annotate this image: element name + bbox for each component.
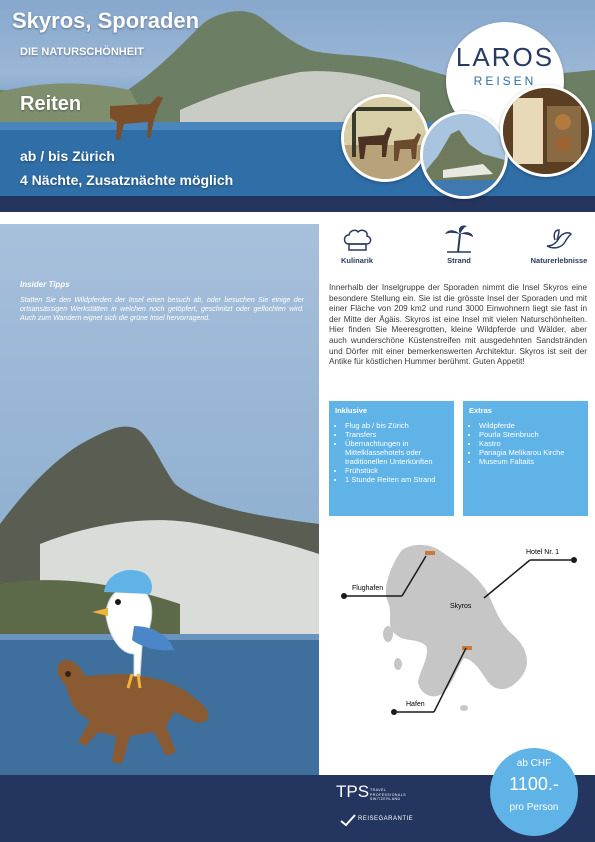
- island-photo: [420, 111, 508, 199]
- islet-shape: [383, 626, 393, 642]
- map-label-hotel: Hotel Nr. 1: [526, 549, 560, 556]
- hotel-point: [571, 557, 577, 563]
- page-title: Skyros, Sporaden: [12, 8, 200, 33]
- map-label-island: Skyros: [450, 603, 472, 610]
- list-item: • Flug ab / bis Zürich: [345, 421, 461, 430]
- skyros-map: [322, 530, 590, 735]
- hotel-leader-line: [484, 560, 530, 598]
- island-description: Innerhalb der Inselgruppe der Sporaden nimmt die Insel Skyros eine besondere Stellung ein. Sie ist die grösste Insel der Sporaden und mit einer Fläche von 209 km2 und rund 3000 Einwohnern liegt sie fast in der Mitte der Ägäis. Skyros ist eine Insel mit vielen Naturschönheiten. Hier finden Sie Meeresgrotten, kleine Wildpferde und Wälder, aber auch wunderschöne Küstenstreifen mit ausgedehnten Sandstränden und Dörfer mit einer bemerkenswerten Architektur. Skyros ist seit der Antike für köstlichen Hummer berühmt. Guten Appetit!: [329, 283, 587, 367]
- insider-tips-title: Insider Tipps: [20, 280, 70, 289]
- port-point: [391, 709, 397, 715]
- tps-letters: TPS: [336, 782, 370, 801]
- inklusive-title: Inklusive: [335, 406, 368, 415]
- horses-photo: [341, 94, 429, 182]
- feature-label: Naturerlebnisse: [530, 256, 588, 265]
- reisegarantie-logo: [340, 812, 420, 828]
- logo-sub: REISEN: [473, 74, 537, 88]
- extras-box: [463, 401, 588, 516]
- list-item: • Panagia Melikarou Kirche: [479, 448, 595, 457]
- airport-point: [341, 593, 347, 599]
- map-label-port: Hafen: [406, 701, 425, 708]
- feature-label: Kulinarik: [340, 256, 374, 265]
- list-item: • 1 Stunde Reiten am Strand: [345, 475, 461, 484]
- extras-list: [469, 421, 595, 466]
- page-subtitle: DIE NATURSCHÖNHEIT: [20, 46, 144, 58]
- feature-naturerlebnisse: [524, 228, 594, 265]
- route-text: ab / bis Zürich: [20, 148, 115, 164]
- island-shape: [386, 545, 527, 696]
- logo-name: LAROS: [455, 42, 555, 72]
- header-band: [0, 196, 595, 212]
- tps-logo: [336, 782, 426, 808]
- map-label-airport: Flughafen: [352, 585, 384, 592]
- port-marker: [462, 646, 472, 650]
- chef-hat-icon: [341, 228, 373, 254]
- price-value: 1100.-: [509, 774, 559, 794]
- list-item: • Wildpferde: [479, 421, 595, 430]
- feature-strand: [424, 224, 494, 265]
- islet-shape: [394, 658, 402, 670]
- price-badge: [490, 748, 578, 836]
- feature-kulinarik: [322, 228, 392, 265]
- palm-tree-icon: [443, 224, 475, 254]
- workshop-photo: [500, 85, 592, 177]
- activity-heading: Reiten: [20, 93, 82, 115]
- seagull-horse-illustration: [46, 556, 216, 775]
- nights-text: 4 Nächte, Zusatznächte möglich: [20, 172, 234, 188]
- feature-label: Strand: [447, 256, 471, 265]
- price-prefix: ab CHF: [516, 758, 552, 769]
- insider-tips-text: Statten Sie den Wildpferden der Insel einen besuch ab, oder besuchen Sie einige der ortsansässigen Werkstätten in welchen noch getöpfert, geschnitzt oder geflochten wird. Auch zum Wandern eignet sich die grüne Insel hervorragend.: [20, 297, 304, 322]
- list-item: • Museum Faltaits: [479, 457, 595, 466]
- reisegarantie-text: REISEGARANTIE: [358, 816, 414, 822]
- list-item: • Pourla Steinbruch: [479, 430, 595, 439]
- extras-title: Extras: [469, 406, 492, 415]
- checkmark-arrow-icon: [340, 813, 356, 827]
- tps-tagline: TRAVEL PROFESSIONALS SWITZERLAND: [370, 788, 407, 801]
- list-item: • Übernachtungen in Mittelklassehotels oder traditionellen Unterkünften: [345, 439, 461, 466]
- skyros-photo-panel: [0, 224, 319, 775]
- list-item: • Transfers: [345, 430, 461, 439]
- dove-icon: [543, 228, 575, 254]
- inklusive-list: [335, 421, 461, 484]
- list-item: • Frühstück: [345, 466, 461, 475]
- islet-shape: [460, 705, 468, 711]
- inklusive-box: [329, 401, 454, 516]
- airport-marker: [425, 551, 435, 555]
- price-suffix: pro Person: [509, 802, 559, 813]
- list-item: • Kastro: [479, 439, 595, 448]
